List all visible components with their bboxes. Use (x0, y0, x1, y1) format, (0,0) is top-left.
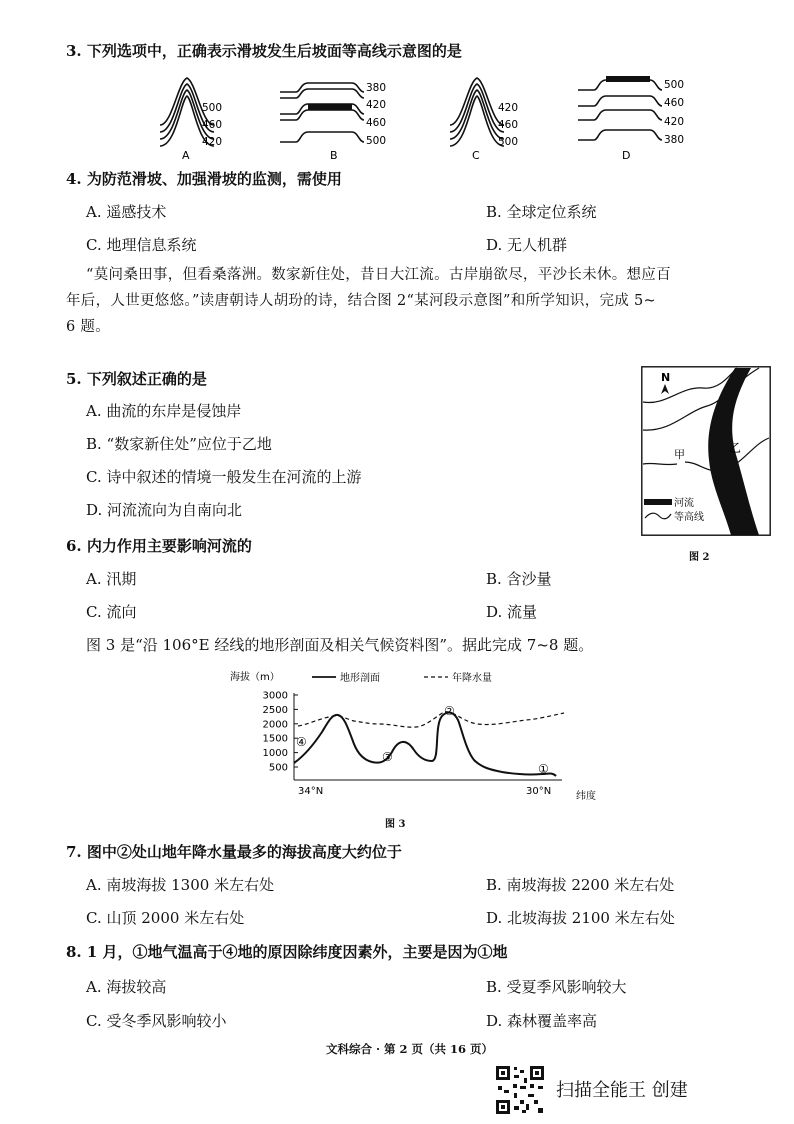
a-label-3: 420 (202, 136, 223, 148)
fig3-xlabel: 纬度 (576, 791, 596, 802)
fig3-ylabel: 海拔（m） (230, 672, 280, 683)
fig3-terrain-line (294, 713, 556, 776)
b-letter: B (330, 149, 338, 162)
svg-text:420: 420 (366, 99, 387, 111)
fig3-y-tick-label: 1500 (262, 733, 288, 745)
q6-option-d: D. 流量 (486, 603, 538, 621)
fig3-profile-chart (230, 666, 610, 811)
fig3-x-left: 34°N (298, 786, 324, 797)
fig2-legend-river: 河流 (674, 498, 694, 509)
d-dense-band (606, 76, 650, 82)
fig3-y-tick-label: 1000 (262, 748, 288, 760)
a-label-1: 500 (202, 102, 223, 114)
q4-option-c: C. 地理信息系统 (86, 236, 197, 254)
q4-stem: 4. 为防范滑坡、加强滑坡的监测，需使用 (66, 170, 342, 188)
q5-option-c: C. 诗中叙述的情境一般发生在河流的上游 (86, 468, 362, 486)
b-dense-band (308, 104, 352, 110)
fig3-legend-terrain: 地形剖面 (340, 673, 380, 684)
fig3-y-tick-label: 3000 (262, 690, 288, 702)
fig2-yi: 乙 (729, 441, 742, 455)
poem-intro (66, 262, 766, 340)
fig2-north: N (661, 371, 671, 384)
fig3-legend-precip: 年降水量 (452, 673, 492, 684)
svg-text:380: 380 (664, 134, 685, 146)
q8-stem: 8. 1 月，①地气温高于④地的原因除纬度因素外，主要是因为①地 (66, 943, 508, 961)
fig3-y-tick-label: 500 (268, 762, 288, 774)
fig2-caption: 图 2 (689, 552, 710, 563)
fig3-y-tick-label: 2500 (262, 704, 288, 716)
q8-option-a: A. 海拔较高 (86, 978, 167, 996)
contour-figure-d (578, 80, 662, 140)
scanner-watermark: 扫描全能王 创建 (556, 1080, 688, 1101)
q6-stem: 6. 内力作用主要影响河流的 (66, 537, 252, 555)
fig2-legend-contour: 等高线 (674, 512, 704, 523)
poem-line-2: 年后，人世更悠悠。”读唐朝诗人胡玢的诗，结合图 2“某河段示意图”和所学知识，完成 5~ (66, 293, 657, 309)
q6-option-a: A. 汛期 (86, 570, 137, 588)
q6-option-b: B. 含沙量 (486, 570, 552, 588)
q7-option-d: D. 北坡海拔 2100 米左右处 (486, 909, 675, 927)
q4-option-a: A. 遥感技术 (86, 203, 167, 221)
svg-text:500: 500 (366, 135, 387, 147)
fig3-mark-3: ③ (382, 750, 393, 764)
poem-line-3: 6 题。 (66, 319, 111, 335)
svg-text:420: 420 (664, 116, 685, 128)
q8-option-d: D. 森林覆盖率高 (486, 1012, 598, 1030)
svg-text:460: 460 (366, 117, 387, 129)
svg-text:500: 500 (664, 79, 685, 91)
q8-option-b: B. 受夏季风影响较大 (486, 978, 627, 996)
svg-text:460: 460 (664, 97, 685, 109)
c-letter: C (472, 149, 480, 162)
contour-figure-b (280, 83, 364, 142)
legend-river-swatch (644, 499, 672, 505)
a-label-2: 460 (202, 119, 223, 131)
q7-option-a: A. 南坡海拔 1300 米左右处 (86, 876, 275, 894)
page-footer: 文科综合 · 第 2 页（共 16 页） (326, 1042, 494, 1056)
q7-option-b: B. 南坡海拔 2200 米左右处 (486, 876, 675, 894)
contour-figure-c (450, 78, 504, 146)
poem-line-1: “莫问桑田事，但看桑落洲。数家新住处，昔日大江流。古岸崩欲尽，平沙长未休。想应百 (86, 267, 671, 283)
fig3-mark-4: ④ (296, 735, 307, 749)
fig2-jia: 甲 (674, 448, 685, 461)
q7-stem: 7. 图中②处山地年降水量最多的海拔高度大约位于 (66, 843, 402, 861)
fig3-intro: 图 3 是“沿 106°E 经线的地形剖面及相关气候资料图”。据此完成 7~8 题。 (86, 636, 594, 654)
fig3-y-ticks (263, 691, 298, 774)
q5-stem: 5. 下列叙述正确的是 (66, 370, 207, 388)
q3-stem: 3. 下列选项中，正确表示滑坡发生后坡面等高线示意图的是 (66, 42, 462, 60)
svg-text:380: 380 (366, 82, 387, 94)
q3-contour-figures (150, 70, 710, 162)
q5-option-a: A. 曲流的东岸是侵蚀岸 (86, 402, 242, 420)
svg-text:460: 460 (498, 119, 519, 131)
qr-code-icon (494, 1064, 546, 1116)
q5-option-d: D. 河流流向为自南向北 (86, 501, 243, 519)
fig3-mark-1: ① (538, 762, 549, 776)
q4-option-d: D. 无人机群 (486, 236, 568, 254)
q8-option-c: C. 受冬季风影响较小 (86, 1012, 227, 1030)
q7-option-c: C. 山顶 2000 米左右处 (86, 909, 245, 927)
fig3-caption: 图 3 (385, 819, 406, 830)
fig2-river-map (641, 366, 771, 538)
svg-text:500: 500 (498, 136, 519, 148)
a-letter: A (182, 149, 190, 162)
d-letter: D (622, 149, 631, 162)
q5-option-b: B. “数家新住处”应位于乙地 (86, 435, 272, 453)
fig3-mark-2: ② (444, 704, 455, 718)
svg-text:420: 420 (498, 102, 519, 114)
q4-option-b: B. 全球定位系统 (486, 203, 597, 221)
fig3-y-tick-label: 2000 (262, 719, 288, 731)
fig3-x-right: 30°N (526, 786, 552, 797)
q6-option-c: C. 流向 (86, 603, 137, 621)
